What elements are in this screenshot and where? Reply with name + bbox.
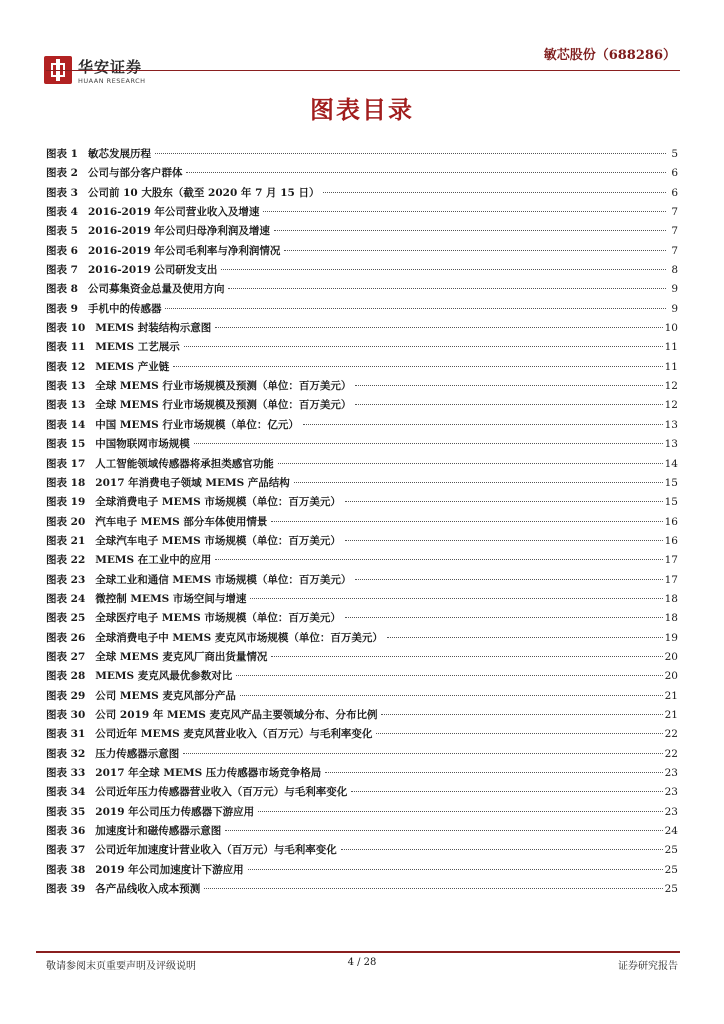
toc-entry-label: 图表 8: [46, 283, 78, 296]
toc-entry-title: 全球 MEMS 行业市场规模及预测（单位：百万美元）: [95, 380, 352, 393]
toc-entry-title: 全球 MEMS 行业市场规模及预测（单位：百万美元）: [95, 399, 352, 412]
toc-list: [46, 145, 678, 899]
toc-leader-dots: [355, 385, 662, 386]
toc-entry-page: 22: [664, 728, 678, 741]
toc-leader-dots: [345, 540, 663, 541]
toc-entry-title: 2016-2019 年公司毛利率与净利润情况: [87, 244, 281, 257]
toc-entry-page: 21: [664, 708, 678, 721]
toc-entry-label: 图表 19: [46, 496, 86, 509]
toc-entry-page: 7: [671, 244, 678, 257]
toc-entry-label: 图表 22: [46, 554, 86, 567]
toc-entry[interactable]: [46, 261, 678, 280]
toc-entry-page: 13: [664, 438, 678, 451]
toc-entry[interactable]: [46, 841, 678, 860]
toc-entry-title: 全球消费电子 MEMS 市场规模（单位：百万美元）: [95, 496, 341, 509]
toc-entry[interactable]: [46, 532, 678, 551]
toc-entry-title: 敏芯发展历程: [87, 148, 151, 160]
toc-entry[interactable]: [46, 667, 678, 686]
toc-entry-label: 图表 6: [46, 244, 78, 257]
toc-entry[interactable]: [46, 745, 678, 764]
toc-entry-page: 16: [664, 515, 678, 528]
footer-doc-type: 证券研究报告: [618, 961, 678, 972]
toc-entry-label: 图表 27: [46, 650, 86, 663]
toc-leader-dots: [184, 346, 663, 347]
toc-entry-label: 图表 30: [46, 708, 86, 721]
toc-entry-label: 图表 24: [46, 592, 86, 605]
toc-entry[interactable]: [46, 706, 678, 725]
toc-entry-page: 8: [671, 264, 678, 277]
toc-entry-title: 全球医疗电子 MEMS 市场规模（单位：百万美元）: [95, 612, 341, 625]
toc-entry[interactable]: [46, 493, 678, 512]
toc-entry-title: 汽车电子 MEMS 部分车体使用情景: [95, 515, 268, 528]
toc-entry-title: MEMS 工艺展示: [95, 341, 180, 354]
toc-entry[interactable]: [46, 222, 678, 241]
toc-leader-dots: [271, 521, 662, 522]
toc-entry-page: 18: [664, 592, 678, 605]
toc-leader-dots: [228, 288, 666, 289]
toc-leader-dots: [355, 404, 662, 405]
toc-entry-page: 7: [671, 206, 678, 219]
toc-entry[interactable]: [46, 377, 678, 396]
toc-entry-title: 公司近年压力传感器营业收入（百万元）与毛利率变化: [95, 786, 348, 799]
toc-entry[interactable]: [46, 783, 678, 802]
toc-leader-dots: [240, 695, 663, 696]
toc-entry-title: 2017 年全球 MEMS 压力传感器市场竞争格局: [95, 767, 322, 779]
toc-entry[interactable]: [46, 725, 678, 744]
company-ticker: 敏芯股份（688286）: [543, 48, 676, 63]
toc-entry-title: 2019 年公司压力传感器下游应用: [95, 805, 255, 818]
toc-entry-label: 图表 3: [46, 186, 78, 199]
toc-entry-label: 图表 29: [46, 689, 86, 702]
toc-entry-label: 图表 21: [46, 534, 86, 547]
header-divider: [46, 70, 680, 71]
toc-entry[interactable]: [46, 648, 678, 667]
toc-entry-page: 12: [664, 380, 678, 393]
toc-leader-dots: [165, 308, 666, 309]
toc-leader-dots: [186, 172, 666, 173]
toc-leader-dots: [376, 733, 662, 734]
toc-leader-dots: [194, 443, 663, 444]
toc-entry-label: 图表 26: [46, 631, 86, 644]
toc-entry[interactable]: [46, 164, 678, 183]
toc-entry-title: MEMS 在工业中的应用: [95, 554, 212, 567]
toc-leader-dots: [355, 579, 662, 580]
toc-leader-dots: [221, 269, 666, 270]
toc-entry-label: 图表 17: [46, 457, 86, 470]
toc-entry-label: 图表 5: [46, 225, 78, 238]
toc-entry-page: 23: [664, 786, 678, 799]
toc-entry-title: 2016-2019 年公司归母净利润及增速: [87, 225, 270, 238]
toc-entry[interactable]: [46, 861, 678, 880]
page-title: 图表目录: [310, 95, 414, 124]
toc-entry-page: 15: [664, 476, 678, 489]
toc-entry-label: 图表 10: [46, 322, 86, 335]
toc-entry[interactable]: [46, 396, 678, 415]
toc-leader-dots: [341, 849, 663, 850]
toc-leader-dots: [381, 714, 662, 715]
toc-entry-page: 11: [664, 360, 678, 373]
toc-entry-label: 图表 11: [46, 341, 86, 354]
toc-entry-label: 图表 28: [46, 670, 86, 683]
toc-entry-title: MEMS 产业链: [95, 360, 170, 373]
toc-leader-dots: [351, 791, 662, 792]
toc-entry-page: 19: [664, 631, 678, 644]
toc-entry-label: 图表 20: [46, 515, 86, 528]
toc-entry-title: MEMS 麦克风最优参数对比: [95, 670, 233, 683]
toc-leader-dots: [215, 327, 662, 328]
toc-entry[interactable]: [46, 513, 678, 532]
toc-entry-page: 21: [664, 689, 678, 702]
toc-entry-page: 7: [671, 225, 678, 238]
toc-entry[interactable]: [46, 338, 678, 357]
toc-entry-page: 14: [664, 457, 678, 470]
toc-entry-page: 9: [671, 302, 678, 315]
toc-entry-label: 图表 9: [46, 302, 78, 315]
toc-entry-label: 图表 13: [46, 380, 86, 393]
toc-entry-title: 公司 MEMS 麦克风部分产品: [95, 689, 236, 702]
toc-entry[interactable]: [46, 242, 678, 261]
toc-entry[interactable]: [46, 822, 678, 841]
toc-entry-label: 图表 36: [46, 825, 86, 838]
toc-entry[interactable]: [46, 609, 678, 628]
toc-leader-dots: [225, 830, 662, 831]
toc-entry-page: 23: [664, 767, 678, 779]
logo-text-cn: 华安证券: [78, 58, 143, 76]
toc-entry-page: 20: [664, 650, 678, 663]
toc-leader-dots: [294, 482, 663, 483]
toc-entry-title: 公司近年 MEMS 麦克风营业收入（百万元）与毛利率变化: [95, 728, 373, 741]
toc-entry-page: 15: [664, 496, 678, 509]
toc-entry-label: 图表 15: [46, 438, 86, 451]
logo-text-en: HUAAN RESEARCH: [78, 77, 146, 85]
toc-entry-page: 10: [664, 322, 678, 335]
toc-leader-dots: [248, 869, 663, 870]
toc-leader-dots: [303, 424, 663, 425]
toc-entry-title: 手机中的传感器: [87, 302, 162, 315]
toc-entry-title: 公司募集资金总量及使用方向: [87, 283, 225, 296]
toc-entry-page: 20: [664, 670, 678, 683]
toc-entry-label: 图表 32: [46, 747, 86, 760]
toc-entry-page: 16: [664, 534, 678, 547]
toc-entry-title: MEMS 封装结构示意图: [95, 322, 212, 335]
toc-leader-dots: [284, 250, 666, 251]
toc-entry-title: 加速度计和磁传感器示意图: [95, 825, 222, 838]
toc-leader-dots: [325, 772, 662, 773]
toc-entry[interactable]: [46, 474, 678, 493]
toc-entry-label: 图表 31: [46, 728, 86, 741]
toc-entry[interactable]: [46, 551, 678, 570]
toc-leader-dots: [271, 656, 662, 657]
toc-entry-title: 全球工业和通信 MEMS 市场规模（单位：百万美元）: [95, 573, 352, 586]
toc-entry[interactable]: [46, 280, 678, 299]
toc-leader-dots: [215, 559, 662, 560]
toc-entry-title: 全球 MEMS 麦克风厂商出货量情况: [95, 650, 268, 663]
toc-entry-title: 公司前 10 大股东（截至 2020 年 7 月 15 日）: [87, 186, 320, 199]
toc-entry-page: 13: [664, 418, 678, 431]
toc-entry-title: 2017 年消费电子领域 MEMS 产品结构: [95, 476, 290, 489]
toc-entry-label: 图表 34: [46, 786, 86, 799]
toc-entry-label: 图表 12: [46, 360, 86, 373]
toc-entry[interactable]: [46, 300, 678, 319]
page-number: 4 / 28: [347, 957, 377, 968]
toc-leader-dots: [278, 463, 663, 464]
toc-entry-page: 18: [664, 612, 678, 625]
toc-entry-title: 中国 MEMS 行业市场规模（单位：亿元）: [95, 418, 299, 431]
toc-entry[interactable]: [46, 319, 678, 338]
toc-entry-page: 5: [671, 148, 678, 160]
toc-leader-dots: [387, 637, 663, 638]
toc-entry[interactable]: [46, 184, 678, 203]
toc-entry[interactable]: [46, 687, 678, 706]
toc-entry-label: 图表 2: [46, 167, 78, 180]
toc-entry-label: 图表 14: [46, 418, 86, 431]
toc-entry-page: 12: [664, 399, 678, 412]
toc-entry-label: 图表 13: [46, 399, 86, 412]
toc-entry-label: 图表 33: [46, 767, 86, 779]
toc-entry[interactable]: [46, 203, 678, 222]
toc-entry[interactable]: [46, 880, 678, 899]
toc-entry-page: 6: [671, 186, 678, 199]
toc-entry-title: 全球汽车电子 MEMS 市场规模（单位：百万美元）: [95, 534, 341, 547]
toc-entry-page: 9: [671, 283, 678, 296]
toc-entry-title: 2016-2019 公司研发支出: [87, 264, 218, 277]
toc-entry-page: 24: [664, 825, 678, 838]
toc-leader-dots: [274, 230, 666, 231]
toc-entry-title: 各产品线收入成本预测: [95, 883, 201, 896]
toc-entry-label: 图表 1: [46, 148, 78, 160]
toc-entry-label: 图表 37: [46, 844, 86, 857]
toc-entry-label: 图表 35: [46, 805, 86, 818]
toc-entry-label: 图表 25: [46, 612, 86, 625]
toc-entry-title: 公司近年加速度计营业收入（百万元）与毛利率变化: [95, 844, 337, 857]
toc-entry-page: 17: [664, 573, 678, 586]
toc-entry-page: 25: [664, 844, 678, 857]
toc-entry-title: 微控制 MEMS 市场空间与增速: [95, 592, 247, 605]
toc-entry-label: 图表 7: [46, 264, 78, 277]
toc-entry-label: 图表 18: [46, 476, 86, 489]
toc-leader-dots: [345, 501, 663, 502]
toc-leader-dots: [236, 675, 662, 676]
toc-entry-label: 图表 23: [46, 573, 86, 586]
toc-entry-label: 图表 39: [46, 883, 86, 896]
toc-leader-dots: [258, 811, 662, 812]
toc-entry-title: 2019 年公司加速度计下游应用: [95, 863, 244, 876]
toc-leader-dots: [183, 753, 662, 754]
footer-disclaimer: 敬请参阅末页重要声明及评级说明: [46, 961, 196, 972]
toc-entry-label: 图表 4: [46, 206, 78, 219]
toc-leader-dots: [263, 211, 666, 212]
toc-entry-page: 17: [664, 554, 678, 567]
toc-entry[interactable]: [46, 455, 678, 474]
toc-entry[interactable]: [46, 571, 678, 590]
toc-entry-page: 11: [664, 341, 678, 354]
toc-entry-title: 2016-2019 年公司营业收入及增速: [87, 206, 260, 219]
toc-entry-page: 6: [671, 167, 678, 180]
toc-entry-title: 人工智能领域传感器将承担类感官功能: [95, 457, 274, 470]
toc-leader-dots: [250, 598, 662, 599]
toc-entry-page: 25: [664, 883, 678, 896]
toc-entry[interactable]: [46, 435, 678, 454]
toc-entry[interactable]: [46, 590, 678, 609]
toc-entry[interactable]: [46, 416, 678, 435]
toc-entry-label: 图表 38: [46, 863, 86, 876]
footer-divider: [36, 951, 680, 953]
toc-entry-title: 公司与部分客户群体: [87, 167, 183, 180]
toc-entry[interactable]: [46, 145, 678, 164]
toc-entry[interactable]: [46, 764, 678, 783]
toc-entry-page: 25: [664, 863, 678, 876]
toc-entry-title: 中国物联网市场规模: [95, 438, 190, 451]
toc-entry-title: 全球消费电子中 MEMS 麦克风市场规模（单位：百万美元）: [95, 631, 383, 644]
toc-leader-dots: [345, 617, 663, 618]
toc-entry[interactable]: [46, 629, 678, 648]
toc-leader-dots: [323, 192, 666, 193]
toc-entry-page: 23: [664, 805, 678, 818]
toc-entry[interactable]: [46, 803, 678, 822]
toc-entry-title: 压力传感器示意图: [95, 747, 180, 760]
toc-entry[interactable]: [46, 358, 678, 377]
toc-entry-page: 22: [664, 747, 678, 760]
toc-leader-dots: [155, 153, 666, 154]
toc-leader-dots: [204, 888, 662, 889]
toc-leader-dots: [173, 366, 662, 367]
toc-entry-title: 公司 2019 年 MEMS 麦克风产品主要领域分布、分布比例: [95, 708, 378, 721]
